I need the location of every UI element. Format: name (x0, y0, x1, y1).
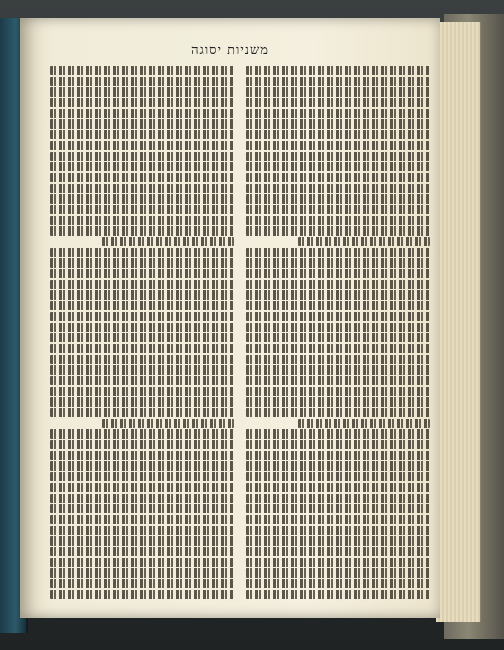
text-line (50, 429, 234, 438)
text-line (246, 205, 430, 214)
text-line (246, 162, 430, 171)
text-line (50, 184, 234, 193)
text-line (50, 494, 234, 503)
text-line (50, 440, 234, 449)
text-line (50, 526, 234, 535)
text-line (246, 258, 430, 267)
text-line (246, 429, 430, 438)
text-line (50, 119, 234, 128)
text-line (246, 344, 430, 353)
text-line (246, 461, 430, 470)
text-line (50, 451, 234, 460)
text-line (246, 547, 430, 556)
text-column-right (246, 66, 430, 606)
text-line (50, 365, 234, 374)
text-line (50, 472, 234, 481)
text-line (246, 141, 430, 150)
text-line (50, 152, 234, 161)
text-line (50, 98, 234, 107)
text-line (50, 355, 234, 364)
text-line (246, 579, 430, 588)
book-page (20, 18, 440, 618)
text-line (246, 216, 430, 225)
text-line (50, 109, 234, 118)
text-line (50, 558, 234, 567)
text-line (246, 494, 430, 503)
text-line (298, 419, 430, 428)
text-line (50, 312, 234, 321)
text-line (246, 558, 430, 567)
text-line (50, 87, 234, 96)
text-line (50, 536, 234, 545)
text-line (246, 77, 430, 86)
text-column-left (50, 66, 234, 606)
text-line (102, 237, 234, 246)
text-line (246, 119, 430, 128)
text-line (246, 568, 430, 577)
text-line (50, 216, 234, 225)
text-line (246, 440, 430, 449)
text-line (50, 515, 234, 524)
text-line (246, 387, 430, 396)
text-line (50, 579, 234, 588)
text-line (246, 226, 430, 235)
text-line (298, 237, 430, 246)
text-line (246, 408, 430, 417)
page-edges (436, 22, 481, 622)
text-line (246, 173, 430, 182)
text-line (246, 152, 430, 161)
text-line (246, 472, 430, 481)
text-line (246, 536, 430, 545)
text-line (246, 451, 430, 460)
text-line (246, 290, 430, 299)
text-line (246, 483, 430, 492)
text-line (50, 130, 234, 139)
text-line (50, 194, 234, 203)
text-line (50, 258, 234, 267)
text-line (246, 333, 430, 342)
text-line (50, 504, 234, 513)
text-line (50, 269, 234, 278)
text-line (246, 504, 430, 513)
text-line (50, 162, 234, 171)
text-line (50, 226, 234, 235)
text-line (246, 248, 430, 257)
text-line (50, 461, 234, 470)
text-line (50, 323, 234, 332)
text-line (246, 130, 430, 139)
text-line (246, 194, 430, 203)
text-line (246, 66, 430, 75)
text-line (246, 301, 430, 310)
text-line (246, 376, 430, 385)
text-line (50, 590, 234, 599)
text-line (50, 205, 234, 214)
text-line (246, 184, 430, 193)
text-line (246, 98, 430, 107)
text-line (50, 333, 234, 342)
text-line (102, 419, 234, 428)
text-line (246, 269, 430, 278)
text-line (50, 248, 234, 257)
text-line (50, 387, 234, 396)
text-line (50, 408, 234, 417)
text-line (246, 109, 430, 118)
text-line (50, 141, 234, 150)
text-line (50, 66, 234, 75)
text-line (246, 355, 430, 364)
running-head: משניות יסוגה (191, 43, 269, 58)
text-line (246, 590, 430, 599)
text-line (246, 365, 430, 374)
text-line (50, 301, 234, 310)
text-line (246, 87, 430, 96)
text-line (246, 323, 430, 332)
text-line (50, 77, 234, 86)
text-line (50, 344, 234, 353)
text-line (50, 568, 234, 577)
text-line (50, 290, 234, 299)
text-line (50, 280, 234, 289)
text-line (246, 526, 430, 535)
text-line (50, 376, 234, 385)
text-line (50, 547, 234, 556)
text-line (246, 312, 430, 321)
text-line (50, 483, 234, 492)
text-line (246, 397, 430, 406)
text-line (50, 397, 234, 406)
text-line (246, 515, 430, 524)
text-line (50, 173, 234, 182)
text-line (246, 280, 430, 289)
